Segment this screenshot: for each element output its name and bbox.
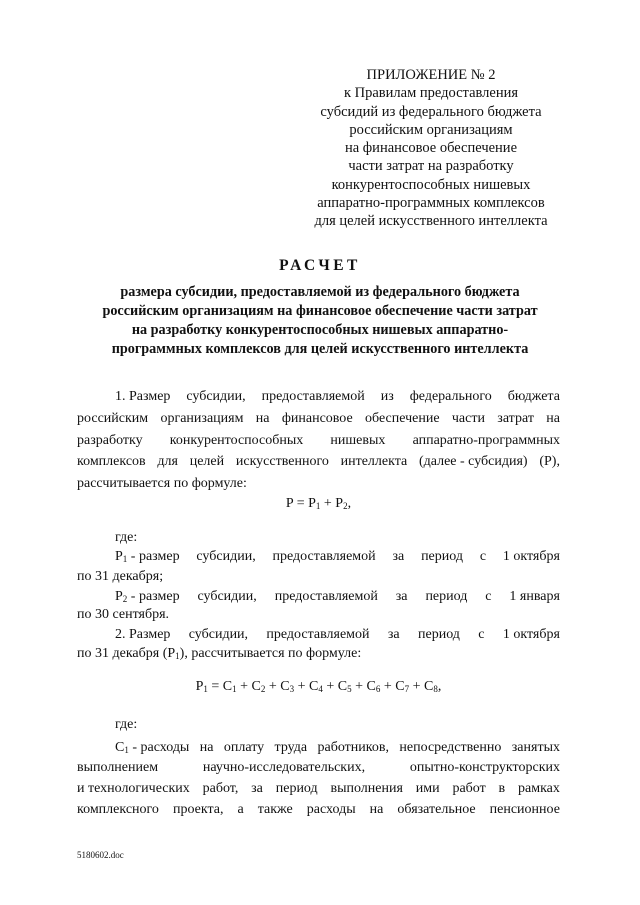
word: за: [251, 781, 263, 796]
word: предоставляемой: [266, 627, 370, 642]
word: предоставляемой: [261, 389, 365, 404]
p1-definition-line-2: по 31 декабря;: [77, 569, 164, 584]
word: занятых: [511, 740, 560, 755]
word: (далее - субсидия): [418, 454, 528, 469]
word: 1 октября: [502, 627, 560, 642]
c1-definition-line-3: [77, 779, 560, 799]
word: за: [392, 549, 405, 564]
word: научно-исследовательских,: [202, 760, 366, 775]
word: период: [421, 549, 463, 564]
word: субсидии,: [197, 589, 257, 604]
word: ими: [415, 781, 440, 796]
word: выполнения: [330, 781, 403, 796]
word: период: [425, 589, 468, 604]
word: на: [546, 411, 560, 426]
word: организациям: [160, 411, 244, 426]
formula-1: $P = P_1 + P_2$,: [285, 496, 352, 511]
variable-symbol: $P_2$ - размер: [115, 589, 180, 604]
p1-definition-line-1: [115, 547, 560, 567]
word: проекта,: [172, 802, 224, 817]
word: федерального: [409, 389, 492, 404]
word: на: [199, 740, 214, 755]
subtitle-line: на разработку конкурентоспособных нишевых аппаратно-: [131, 322, 509, 338]
subtitle-line: программных комплексов для целей искусственного интеллекта: [111, 341, 529, 357]
text: ), рассчитывается по формуле:: [179, 646, 362, 661]
word: предоставляемой: [274, 589, 378, 604]
word: финансовое: [281, 411, 353, 426]
paragraph-1-line-3: [77, 431, 560, 451]
appendix-line: на финансовое обеспечение: [344, 140, 518, 157]
word: пенсионное: [489, 802, 560, 817]
paragraph-2-line-1: [115, 625, 560, 645]
p2-definition-line-1: [115, 587, 560, 607]
subtitle-line: размера субсидии, предоставляемой из федерального бюджета: [120, 284, 520, 300]
word: целей: [189, 454, 225, 469]
word: бюджета: [507, 389, 560, 404]
word: расходы: [306, 802, 356, 817]
word: на: [255, 411, 270, 426]
word: выполнением: [77, 760, 159, 775]
word: период: [418, 627, 460, 642]
word: обеспечение: [365, 411, 440, 426]
word: за: [387, 627, 400, 642]
word: 2. Размер: [115, 627, 171, 642]
word: комплексного: [77, 802, 159, 817]
word: конкурентоспособных: [169, 433, 304, 448]
variable-symbol: $P_1$ - размер: [115, 549, 180, 564]
where-label: где:: [115, 717, 138, 732]
word: части: [451, 411, 485, 426]
word: искусственного: [235, 454, 329, 469]
formula-text: ,: [347, 496, 352, 511]
paragraph-1-line-1: [115, 387, 560, 407]
word: (P),: [539, 454, 560, 469]
c1-definition-line-2: [77, 758, 560, 778]
word: субсидии,: [186, 389, 246, 404]
word: работ: [452, 781, 486, 796]
word: комплексов: [77, 454, 146, 469]
text: по 31 декабря (P: [77, 646, 176, 661]
word: нишевых: [330, 433, 386, 448]
appendix-line: российским организациям: [349, 121, 513, 138]
paragraph-1-line-4: [77, 452, 560, 472]
word: работ,: [202, 781, 239, 796]
document-title: РАСЧЕТ: [279, 257, 361, 274]
word: с: [485, 589, 492, 604]
word: 1 октября: [502, 549, 560, 564]
word: рамках: [518, 781, 560, 796]
appendix-line: части затрат на разработку: [348, 158, 514, 175]
formula-2: [77, 677, 560, 697]
word: работников,: [317, 740, 389, 755]
c1-definition-line-4: [77, 800, 560, 820]
word: 1. Размер: [115, 389, 171, 404]
appendix-header: [300, 66, 562, 231]
paragraph-1-line-2: [77, 409, 560, 429]
p2-definition-line-2: по 30 сентября.: [77, 607, 170, 622]
word: субсидии,: [188, 627, 249, 642]
formula-text: P = P: [285, 496, 316, 511]
where-label: где:: [115, 530, 138, 545]
word: из: [380, 389, 394, 404]
word: с: [478, 627, 485, 642]
word: на: [369, 802, 384, 817]
word: 1 января: [509, 589, 560, 604]
word: опытно-конструкторских: [409, 760, 560, 775]
word: аппаратно-программных: [412, 433, 560, 448]
word: в: [498, 781, 506, 796]
word: а: [237, 802, 244, 817]
word: труда: [274, 740, 308, 755]
word: интеллекта: [340, 454, 408, 469]
appendix-line: ПРИЛОЖЕНИЕ № 2: [366, 67, 496, 83]
word: предоставляемой: [272, 549, 376, 564]
appendix-line: аппаратно-программных комплексов: [317, 195, 545, 212]
appendix-line: субсидий из федерального бюджета: [320, 103, 542, 120]
word: затрат: [497, 411, 534, 426]
document-subtitle: [70, 283, 570, 359]
formula-text: + P: [320, 496, 344, 511]
word: за: [395, 589, 408, 604]
word: также: [257, 802, 293, 817]
word: российским: [77, 411, 149, 426]
variable-symbol: $C_1$ - расходы: [115, 740, 190, 755]
formula-text: $P_1 = C_1 + C_2 + C_3 + C_4 + C_5 + C_6 + C_7 + C_8$,: [195, 679, 442, 694]
word: разработку: [77, 433, 143, 448]
word: период: [275, 781, 318, 796]
word: для: [157, 454, 178, 469]
word: непосредственно: [399, 740, 502, 755]
c1-definition-line-1: [115, 738, 560, 758]
document-file-id: 5180602.doc: [77, 850, 124, 860]
word: оплату: [223, 740, 265, 755]
paragraph-1-line-5: рассчитывается по формуле:: [77, 476, 247, 491]
word: обязательное: [397, 802, 476, 817]
word: субсидии,: [196, 549, 256, 564]
word: и технологических: [77, 781, 190, 796]
appendix-line: для целей искусственного интеллекта: [314, 213, 548, 230]
appendix-line: к Правилам предоставления: [343, 85, 519, 102]
subtitle-line: российским организациям на финансовое обеспечение части затрат: [102, 303, 538, 319]
word: с: [479, 549, 487, 564]
paragraph-2-line-2: по 31 декабря $(P_1)$, рассчитывается по формуле:: [77, 646, 362, 661]
appendix-line: конкурентоспособных нишевых: [331, 176, 531, 193]
